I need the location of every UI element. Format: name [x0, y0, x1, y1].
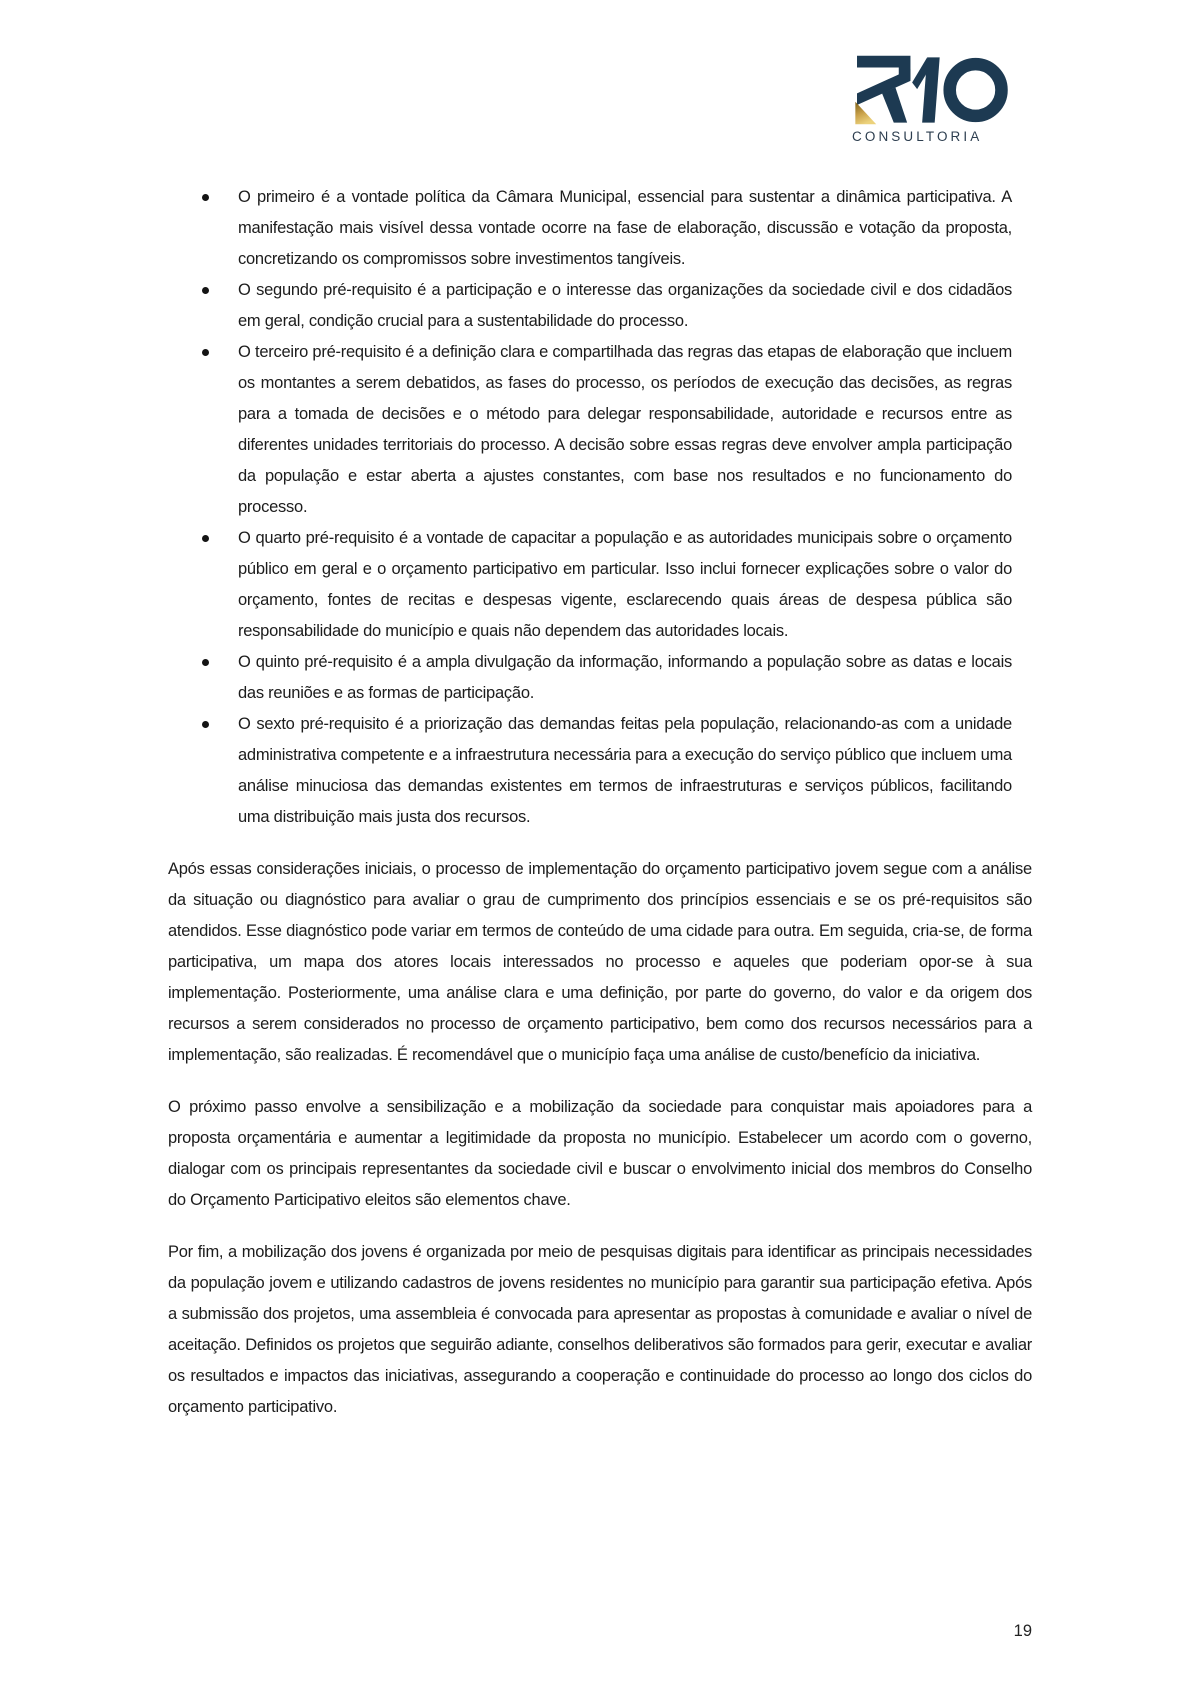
- body-paragraph: Após essas considerações iniciais, o processo de implementação do orçamento participativo jovem segue com a análise da situação ou diagnóstico para avaliar o grau de cumprimento dos princípios essenciais e se os pré-requisitos são atendidos. Esse diagnóstico pode variar em termos de conteúdo de uma cidade para outra. Em seguida, cria-se, de forma participativa, um mapa dos atores locais interessados no processo e aqueles que poderiam opor-se à sua implementação. Posteriormente, uma análise clara e uma definição, por parte do governo, do valor e da origem dos recursos a serem considerados no processo de orçamento participativo, bem como dos recursos necessários para a implementação, são realizadas. É recomendável que o município faça uma análise de custo/benefício da iniciativa.: [168, 860, 1032, 1064]
- list-item-text: O sexto pré-requisito é a priorização das demandas feitas pela população, relacionando-as com a unidade administrativa competente e a infraestrutura necessária para a execução do serviço público que incluem uma análise minuciosa das demandas existentes em termos de infraestruturas e serviços públicos, facilitando uma distribuição mais justa dos recursos.: [238, 715, 1012, 826]
- list-item: [168, 647, 1012, 709]
- body-paragraph: O próximo passo envolve a sensibilização e a mobilização da sociedade para conquistar mais apoiadores para a proposta orçamentária e aumentar a legitimidade da proposta no município. Estabelecer um acordo com o governo, dialogar com os principais representantes da sociedade civil e buscar o envolvimento inicial dos membros do Conselho do Orçamento Participativo eleitos são elementos chave.: [168, 1098, 1032, 1209]
- bullet-icon: [202, 535, 209, 542]
- list-item-text: O segundo pré-requisito é a participação e o interesse das organizações da sociedade civil e dos cidadãos em geral, condição crucial para a sustentabilidade do processo.: [238, 281, 1012, 330]
- bullet-icon: [202, 349, 209, 356]
- list-item: [168, 523, 1012, 647]
- bullet-icon: [202, 194, 209, 201]
- page-number: 19: [1013, 1622, 1032, 1640]
- bullet-icon: [202, 287, 209, 294]
- list-item-text: O quinto pré-requisito é a ampla divulgação da informação, informando a população sobre as datas e locais das reuniões e as formas de participação.: [238, 653, 1012, 702]
- logo-brand-text: [852, 126, 853, 127]
- bullet-icon: [202, 659, 209, 666]
- list-item-text: O terceiro pré-requisito é a definição clara e compartilhada das regras das etapas de elaboração que incluem os montantes a serem debatidos, as fases do processo, os períodos de execução das decisões, as regras para a tomada de decisões e o método para delegar responsabilidade, autoridade e recursos entre as diferentes unidades territoriais do processo. A decisão sobre essas regras deve envolver ampla participação da população e estar aberta a ajustes constantes, com base nos resultados e no funcionamento do processo.: [238, 343, 1012, 516]
- bullet-icon: [202, 721, 209, 728]
- logo-subtitle: CONSULTORIA: [852, 129, 983, 144]
- list-item-text: O primeiro é a vontade política da Câmara Municipal, essencial para sustentar a dinâmica participativa. A manifestação mais visível dessa vontade ocorre na fase de elaboração, discussão e votação da proposta, concretizando os compromissos sobre investimentos tangíveis.: [238, 188, 1012, 268]
- list-item-text: O quarto pré-requisito é a vontade de capacitar a população e as autoridades municipais sobre o orçamento público em geral e o orçamento participativo em particular. Isso inclui fornecer explicações sobre o valor do orçamento, fontes de recitas e despesas vigente, esclarecendo quais áreas de despesa pública são responsabilidade do município e quais não dependem das autoridades locais.: [238, 529, 1012, 640]
- r10-logo-icon: [852, 54, 1009, 126]
- list-item: [168, 182, 1012, 275]
- prerequisites-list: [168, 182, 1032, 833]
- list-item: [168, 275, 1012, 337]
- page-content: [168, 182, 1032, 1423]
- r10-logo: [852, 54, 1012, 144]
- list-item: [168, 709, 1012, 833]
- list-item: [168, 337, 1012, 523]
- body-paragraph: Por fim, a mobilização dos jovens é organizada por meio de pesquisas digitais para identificar as principais necessidades da população jovem e utilizando cadastros de jovens residentes no município para garantir sua participação efetiva. Após a submissão dos projetos, uma assembleia é convocada para apresentar as propostas à comunidade e avaliar o nível de aceitação. Definidos os projetos que seguirão adiante, conselhos deliberativos são formados para gerir, executar e avaliar os resultados e impactos das iniciativas, assegurando a cooperação e continuidade do processo ao longo dos ciclos do orçamento participativo.: [168, 1243, 1032, 1416]
